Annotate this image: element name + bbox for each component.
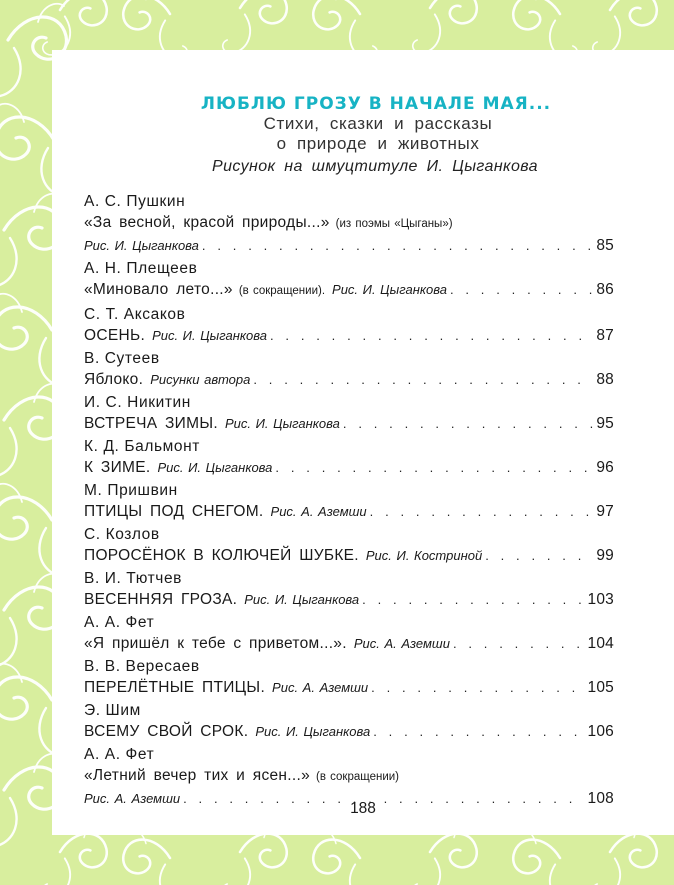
entry-author: А. А. Фет bbox=[84, 614, 155, 631]
entry-title: ВСТРЕЧА ЗИМЫ. bbox=[84, 415, 218, 432]
entry-author: И. С. Никитин bbox=[84, 394, 191, 411]
dot-leader bbox=[202, 235, 593, 256]
entry-line bbox=[84, 501, 614, 522]
entry-author: С. Т. Аксаков bbox=[84, 306, 186, 323]
entry-line bbox=[84, 325, 614, 346]
entry-title: «Миновало лето...» bbox=[84, 281, 233, 298]
toc-entry bbox=[84, 436, 614, 478]
entry-page-number: 99 bbox=[596, 547, 614, 564]
entry-page-number: 95 bbox=[596, 415, 614, 432]
dot-leader bbox=[343, 413, 593, 434]
entry-line bbox=[84, 413, 614, 434]
entry-author: К. Д. Бальмонт bbox=[84, 438, 200, 455]
section-subtitle-line-2: о природе и животных bbox=[276, 134, 480, 153]
dot-leader bbox=[362, 589, 584, 610]
entry-line bbox=[84, 279, 614, 302]
dot-leader bbox=[373, 721, 584, 742]
section-subtitle-line-1: Стихи, сказки и рассказы bbox=[263, 114, 493, 133]
entry-author: В. Сутеев bbox=[84, 350, 160, 367]
entry-author: А. С. Пушкин bbox=[84, 193, 186, 210]
entry-page-number: 105 bbox=[587, 679, 614, 696]
entry-title: «За весной, красой природы...» bbox=[84, 214, 330, 231]
entry-page-number: 88 bbox=[596, 371, 614, 388]
entry-line bbox=[84, 457, 614, 478]
toc-entry bbox=[84, 524, 614, 566]
entry-author: В. И. Тютчев bbox=[84, 570, 183, 587]
toc-entry bbox=[84, 612, 614, 654]
entry-note: (из поэмы «Цыганы») bbox=[335, 218, 453, 230]
entry-title: К ЗИМЕ. bbox=[84, 459, 151, 476]
dot-leader bbox=[450, 279, 593, 300]
dot-leader bbox=[485, 545, 593, 566]
entry-illustrator: Рис. И. Цыганкова bbox=[84, 238, 199, 253]
entry-page-number: 87 bbox=[596, 327, 614, 344]
toc-entry bbox=[84, 304, 614, 346]
entry-author: Э. Шим bbox=[84, 702, 141, 719]
section-header bbox=[52, 94, 674, 180]
entry-title: Яблоко. bbox=[84, 371, 144, 388]
entry-line bbox=[84, 369, 614, 390]
entry-line bbox=[84, 212, 614, 235]
entry-page-number: 96 bbox=[596, 459, 614, 476]
entry-title: ВСЕМУ СВОЙ СРОК. bbox=[84, 723, 249, 740]
entry-illustrator: Рисунки автора bbox=[150, 372, 251, 387]
page-content bbox=[52, 50, 674, 835]
dot-leader bbox=[253, 369, 593, 390]
entry-note: (в сокращении) bbox=[316, 771, 400, 783]
toc-entry bbox=[84, 392, 614, 434]
entry-author: А. А. Фет bbox=[84, 746, 155, 763]
toc-entry bbox=[84, 700, 614, 742]
entry-illustrator: Рис. А. Аземши bbox=[270, 504, 367, 519]
title-page-illustration-note: Рисунок на шмуцтитуле И. Цыганкова bbox=[212, 158, 538, 175]
entry-page-number: 85 bbox=[596, 237, 614, 254]
entry-title: ОСЕНЬ. bbox=[84, 327, 146, 344]
entry-title: ВЕСЕННЯЯ ГРОЗА. bbox=[84, 591, 238, 608]
dot-leader bbox=[370, 501, 594, 522]
entry-illustrator: Рис. А. Аземши bbox=[84, 791, 181, 806]
entry-page-number: 103 bbox=[587, 591, 614, 608]
section-title: ЛЮБЛЮ ГРОЗУ В НАЧАЛЕ МАЯ... bbox=[200, 94, 552, 114]
entry-title: «Я пришёл к тебе с приветом...». bbox=[84, 635, 347, 652]
entry-title: «Летний вечер тих и ясен...» bbox=[84, 767, 311, 784]
entry-illustrator: Рис. А. Аземши bbox=[272, 680, 369, 695]
entry-note: (в сокращении). bbox=[238, 285, 326, 297]
toc-entry bbox=[84, 191, 614, 256]
entry-title: ПОРОСЁНОК В КОЛЮЧЕЙ ШУБКЕ. bbox=[84, 547, 359, 564]
entry-author: В. В. Вересаев bbox=[84, 658, 200, 675]
dot-leader bbox=[453, 633, 585, 654]
entry-illustrator: Рис. И. Цыганкова bbox=[255, 724, 371, 739]
entry-page-number: 106 bbox=[587, 723, 614, 740]
entry-page-number: 108 bbox=[587, 790, 614, 807]
entry-illustrator: Рис. И. Цыганкова bbox=[332, 282, 447, 297]
toc-entry bbox=[84, 348, 614, 390]
entry-author: А. Н. Плещеев bbox=[84, 260, 198, 277]
entry-page-number: 97 bbox=[596, 503, 614, 520]
dot-leader bbox=[371, 677, 584, 698]
toc-entry bbox=[84, 568, 614, 610]
entry-illustrator: Рис. И. Цыганкова bbox=[244, 592, 360, 607]
entry-line bbox=[84, 589, 614, 610]
dot-leader bbox=[275, 457, 593, 478]
entry-title: ПЕРЕЛЁТНЫЕ ПТИЦЫ. bbox=[84, 679, 266, 696]
entry-line bbox=[84, 235, 614, 256]
entry-page-number: 104 bbox=[587, 635, 614, 652]
entry-page-number: 86 bbox=[596, 281, 614, 298]
entry-illustrator: Рис. И. Костриной bbox=[365, 548, 483, 563]
entry-author: М. Пришвин bbox=[84, 482, 178, 499]
entry-title: ПТИЦЫ ПОД СНЕГОМ. bbox=[84, 503, 264, 520]
entry-illustrator: Рис. И. Цыганкова bbox=[152, 328, 267, 343]
toc-entry bbox=[84, 258, 614, 302]
entry-line bbox=[84, 545, 614, 566]
dot-leader bbox=[270, 325, 593, 346]
entry-line bbox=[84, 633, 614, 654]
table-of-contents bbox=[84, 191, 614, 811]
toc-entry bbox=[84, 480, 614, 522]
entry-author: С. Козлов bbox=[84, 526, 160, 543]
entry-illustrator: Рис. И. Цыганкова bbox=[157, 460, 273, 475]
entry-line bbox=[84, 765, 614, 788]
entry-line bbox=[84, 721, 614, 742]
toc-entry bbox=[84, 656, 614, 698]
page-number: 188 bbox=[350, 800, 376, 817]
entry-line bbox=[84, 677, 614, 698]
entry-illustrator: Рис. И. Цыганкова bbox=[224, 416, 340, 431]
entry-illustrator: Рис. А. Аземши bbox=[353, 636, 450, 651]
